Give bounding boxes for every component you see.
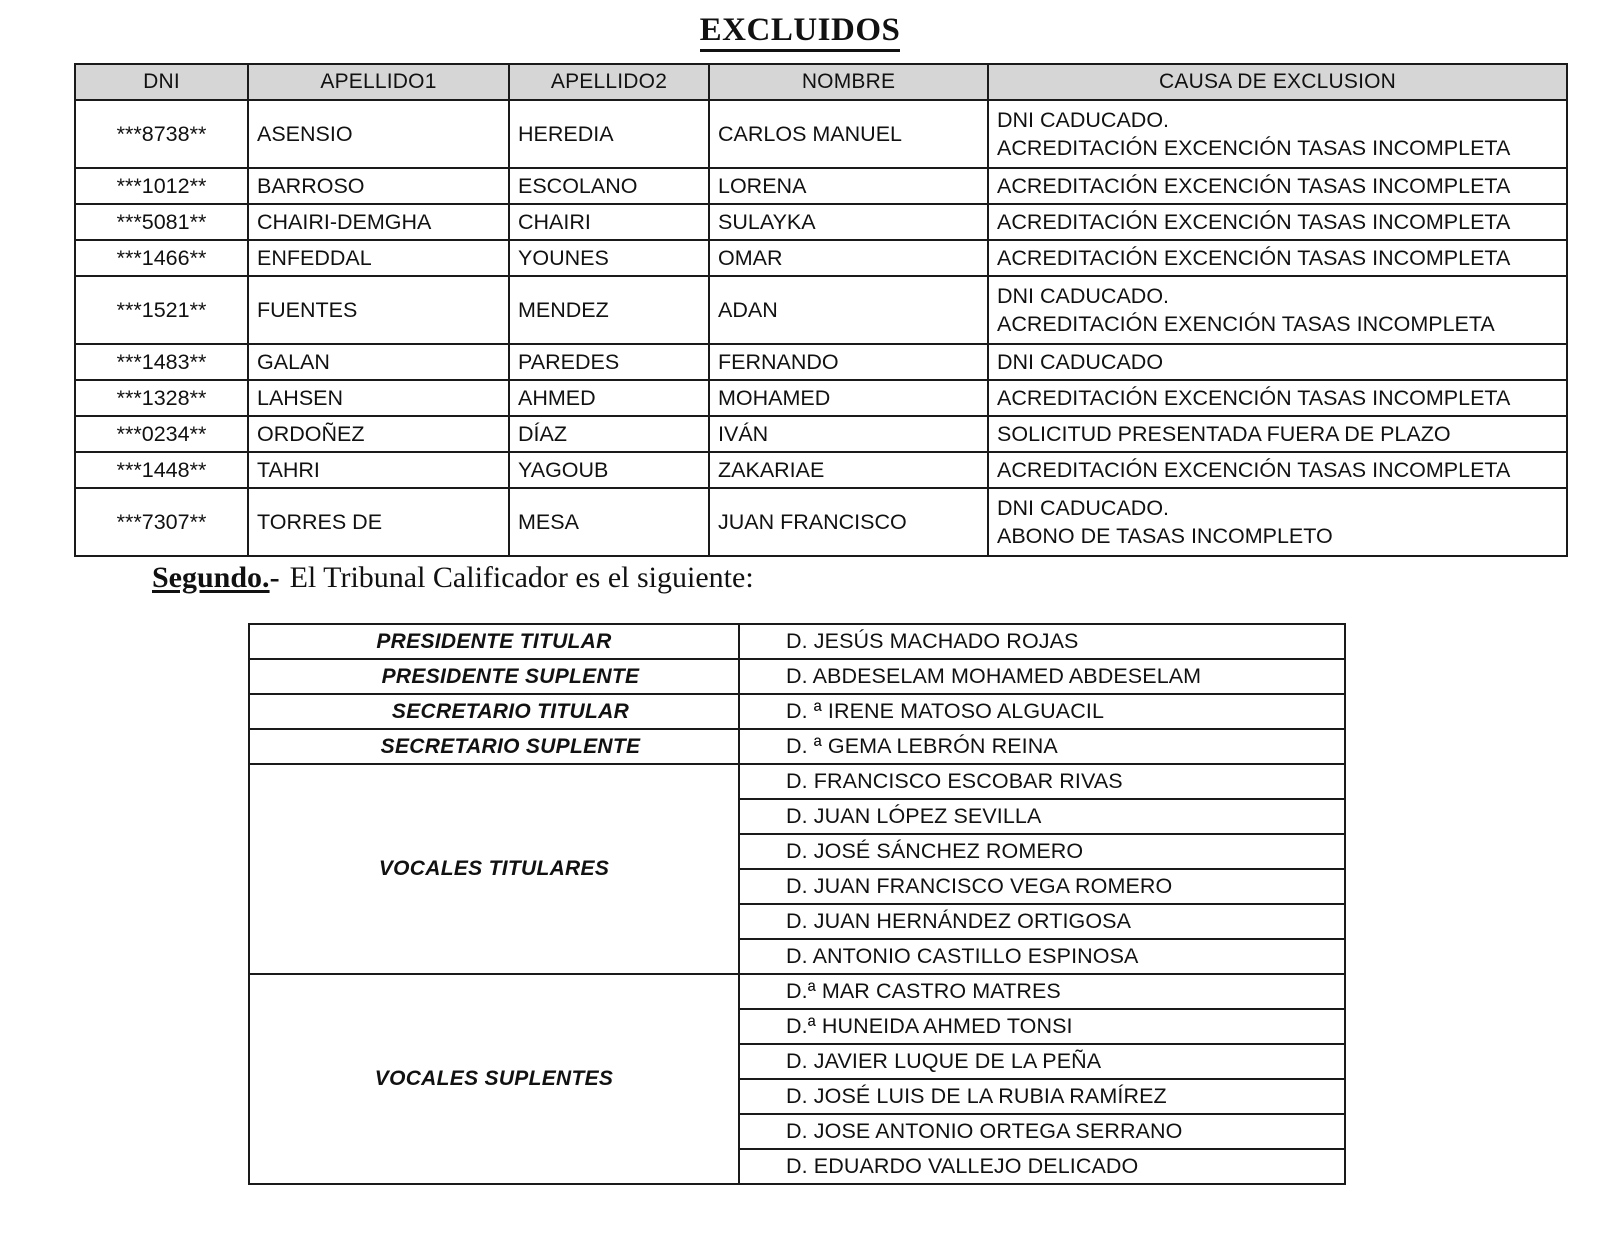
cell-causa bbox=[988, 100, 1567, 168]
causa-line: ACREDITACIÓN EXCENCIÓN TASAS INCOMPLETA bbox=[997, 457, 1511, 482]
column-header-apellido1: APELLIDO1 bbox=[248, 64, 509, 100]
cell-causa bbox=[988, 240, 1567, 276]
segundo-dash: - bbox=[269, 561, 280, 594]
person-name: D. EDUARDO VALLEJO DELICADO bbox=[739, 1149, 1345, 1184]
person-name: D. ª IRENE MATOSO ALGUACIL bbox=[739, 694, 1345, 729]
cell-dni: ***1466** bbox=[75, 240, 248, 276]
person-name: D. JAVIER LUQUE DE LA PEÑA bbox=[739, 1044, 1345, 1079]
cell-causa bbox=[988, 452, 1567, 488]
causa-line: ACREDITACIÓN EXCENCIÓN TASAS INCOMPLETA bbox=[997, 209, 1511, 234]
cell-causa bbox=[988, 344, 1567, 380]
table-row bbox=[75, 416, 1567, 452]
column-header-causa: CAUSA DE EXCLUSION bbox=[988, 64, 1567, 100]
tribunal-row-secretario-suplente bbox=[249, 729, 1345, 764]
cell-apellido2: AHMED bbox=[509, 380, 709, 416]
excluded-table-body bbox=[75, 100, 1567, 556]
cell-nombre: OMAR bbox=[709, 240, 988, 276]
person-name: D.ª MAR CASTRO MATRES bbox=[739, 974, 1345, 1009]
tribunal-row-vocal-titular bbox=[249, 764, 1345, 799]
cell-apellido1: GALAN bbox=[248, 344, 509, 380]
role-label: PRESIDENTE SUPLENTE bbox=[249, 659, 739, 694]
person-name: D. ANTONIO CASTILLO ESPINOSA bbox=[739, 939, 1345, 974]
cell-dni: ***1448** bbox=[75, 452, 248, 488]
cell-dni: ***7307** bbox=[75, 488, 248, 556]
cell-apellido1: ENFEDDAL bbox=[248, 240, 509, 276]
cell-dni: ***0234** bbox=[75, 416, 248, 452]
cell-apellido1: TORRES DE bbox=[248, 488, 509, 556]
cell-apellido1: ORDOÑEZ bbox=[248, 416, 509, 452]
cell-dni: ***1483** bbox=[75, 344, 248, 380]
cell-causa bbox=[988, 168, 1567, 204]
column-header-dni: DNI bbox=[75, 64, 248, 100]
table-row bbox=[75, 240, 1567, 276]
person-name: D. JOSE ANTONIO ORTEGA SERRANO bbox=[739, 1114, 1345, 1149]
cell-apellido2: HEREDIA bbox=[509, 100, 709, 168]
segundo-label: Segundo. bbox=[152, 561, 270, 594]
cell-causa bbox=[988, 204, 1567, 240]
cell-apellido2: YOUNES bbox=[509, 240, 709, 276]
cell-apellido2: YAGOUB bbox=[509, 452, 709, 488]
table-row bbox=[75, 380, 1567, 416]
table-header-row bbox=[75, 64, 1567, 100]
table-row bbox=[75, 204, 1567, 240]
cell-causa bbox=[988, 416, 1567, 452]
segundo-paragraph bbox=[152, 561, 754, 595]
cell-dni: ***8738** bbox=[75, 100, 248, 168]
causa-line: ACREDITACIÓN EXCENCIÓN TASAS INCOMPLETA bbox=[997, 173, 1511, 198]
table-row bbox=[75, 488, 1567, 556]
cell-nombre: CARLOS MANUEL bbox=[709, 100, 988, 168]
causa-line: ACREDITACIÓN EXCENCIÓN TASAS INCOMPLETA bbox=[997, 136, 1511, 160]
cell-apellido2: DÍAZ bbox=[509, 416, 709, 452]
cell-apellido1: FUENTES bbox=[248, 276, 509, 344]
person-name: D. FRANCISCO ESCOBAR RIVAS bbox=[739, 764, 1345, 799]
table-row bbox=[75, 344, 1567, 380]
group-label-vocales-suplentes: VOCALES SUPLENTES bbox=[249, 974, 739, 1184]
cell-nombre: FERNANDO bbox=[709, 344, 988, 380]
column-header-apellido2: APELLIDO2 bbox=[509, 64, 709, 100]
cell-apellido1: ASENSIO bbox=[248, 100, 509, 168]
person-name: D. ª GEMA LEBRÓN REINA bbox=[739, 729, 1345, 764]
person-name: D. JUAN LÓPEZ SEVILLA bbox=[739, 799, 1345, 834]
role-label: PRESIDENTE TITULAR bbox=[249, 624, 739, 659]
table-row bbox=[75, 452, 1567, 488]
group-label-vocales-titulares: VOCALES TITULARES bbox=[249, 764, 739, 974]
cell-dni: ***1328** bbox=[75, 380, 248, 416]
cell-nombre: IVÁN bbox=[709, 416, 988, 452]
tribunal-row-presidente-suplente bbox=[249, 659, 1345, 694]
cell-causa bbox=[988, 488, 1567, 556]
person-name: D. JESÚS MACHADO ROJAS bbox=[739, 624, 1345, 659]
causa-line: ACREDITACIÓN EXCENCIÓN TASAS INCOMPLETA bbox=[997, 245, 1511, 270]
cell-apellido2: ESCOLANO bbox=[509, 168, 709, 204]
excluded-table-container bbox=[74, 63, 1568, 557]
cell-causa bbox=[988, 380, 1567, 416]
cell-nombre: LORENA bbox=[709, 168, 988, 204]
cell-apellido2: MESA bbox=[509, 488, 709, 556]
cell-apellido2: MENDEZ bbox=[509, 276, 709, 344]
tribunal-row-secretario-titular bbox=[249, 694, 1345, 729]
cell-dni: ***1012** bbox=[75, 168, 248, 204]
cell-nombre: JUAN FRANCISCO bbox=[709, 488, 988, 556]
segundo-text: El Tribunal Calificador es el siguiente: bbox=[289, 561, 754, 594]
page-title-text: EXCLUIDOS bbox=[700, 12, 901, 52]
column-header-nombre: NOMBRE bbox=[709, 64, 988, 100]
cell-apellido2: CHAIRI bbox=[509, 204, 709, 240]
causa-line: ACREDITACIÓN EXCENCIÓN TASAS INCOMPLETA bbox=[997, 385, 1511, 410]
cell-apellido1: TAHRI bbox=[248, 452, 509, 488]
person-name: D. JUAN HERNÁNDEZ ORTIGOSA bbox=[739, 904, 1345, 939]
role-label: SECRETARIO SUPLENTE bbox=[249, 729, 739, 764]
causa-line: DNI CADUCADO. bbox=[997, 283, 1170, 308]
cell-dni: ***5081** bbox=[75, 204, 248, 240]
person-name: D. ABDESELAM MOHAMED ABDESELAM bbox=[739, 659, 1345, 694]
cell-nombre: SULAYKA bbox=[709, 204, 988, 240]
causa-line: DNI CADUCADO bbox=[997, 349, 1164, 374]
role-label: SECRETARIO TITULAR bbox=[249, 694, 739, 729]
cell-apellido1: LAHSEN bbox=[248, 380, 509, 416]
cell-nombre: MOHAMED bbox=[709, 380, 988, 416]
causa-line: ACREDITACIÓN EXENCIÓN TASAS INCOMPLETA bbox=[997, 312, 1495, 336]
table-row bbox=[75, 276, 1567, 344]
person-name: D. JOSÉ SÁNCHEZ ROMERO bbox=[739, 834, 1345, 869]
person-name: D.ª HUNEIDA AHMED TONSI bbox=[739, 1009, 1345, 1044]
causa-line: ABONO DE TASAS INCOMPLETO bbox=[997, 524, 1333, 548]
person-name: D. JOSÉ LUIS DE LA RUBIA RAMÍREZ bbox=[739, 1079, 1345, 1114]
tribunal-row-presidente-titular bbox=[249, 624, 1345, 659]
excluded-table bbox=[74, 63, 1568, 557]
cell-dni: ***1521** bbox=[75, 276, 248, 344]
table-row bbox=[75, 168, 1567, 204]
cell-apellido1: BARROSO bbox=[248, 168, 509, 204]
tribunal-table-container bbox=[248, 623, 1346, 1185]
cell-nombre: ADAN bbox=[709, 276, 988, 344]
causa-line: SOLICITUD PRESENTADA FUERA DE PLAZO bbox=[997, 421, 1451, 446]
tribunal-row-vocal-suplente bbox=[249, 974, 1345, 1009]
cell-apellido1: CHAIRI-DEMGHA bbox=[248, 204, 509, 240]
table-row bbox=[75, 100, 1567, 168]
causa-line: DNI CADUCADO. bbox=[997, 495, 1170, 520]
cell-apellido2: PAREDES bbox=[509, 344, 709, 380]
cell-nombre: ZAKARIAE bbox=[709, 452, 988, 488]
cell-causa bbox=[988, 276, 1567, 344]
tribunal-table bbox=[248, 623, 1346, 1185]
page-title bbox=[0, 12, 1600, 49]
causa-line: DNI CADUCADO. bbox=[997, 107, 1170, 132]
person-name: D. JUAN FRANCISCO VEGA ROMERO bbox=[739, 869, 1345, 904]
